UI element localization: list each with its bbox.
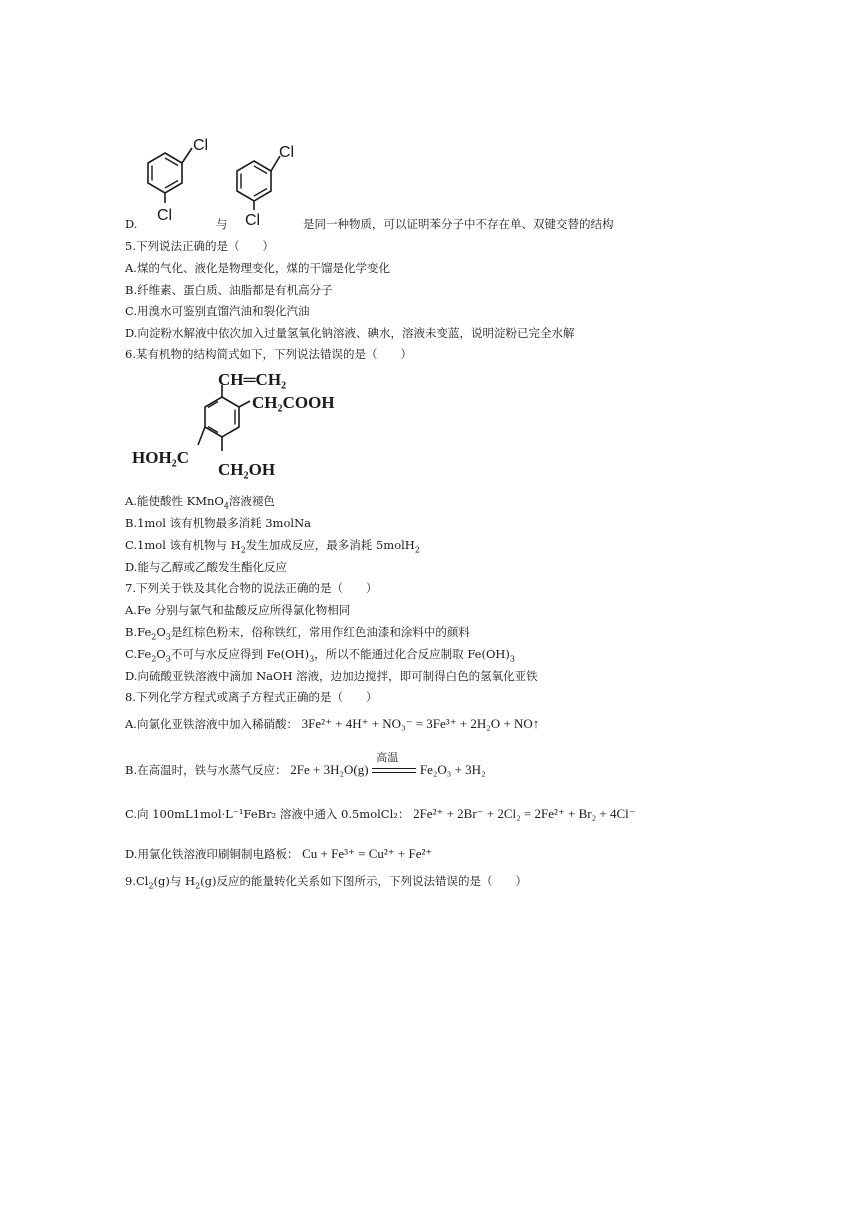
chlorine-label-top: Cl (279, 144, 295, 161)
q8-option-b-label: B.在高温时，铁与水蒸气反应： (125, 763, 287, 777)
q8-option-b-equation-left: 2Fe + 3H₂O(g) (290, 762, 369, 777)
q7-stem: 7.下列关于铁及其化合物的说法正确的是（ ） (125, 581, 378, 595)
dichlorobenzene-structure-1 (135, 132, 215, 224)
reaction-condition-label: 高温 (376, 751, 399, 764)
q8-option-b (125, 751, 486, 778)
q5-option-d: D.向淀粉水解液中依次加入过量氢氧化钠溶液、碘水，溶液未变蓝，说明淀粉已完全水解 (125, 326, 575, 340)
q6-option-d: D.能与乙醇或乙酸发生酯化反应 (125, 560, 287, 574)
q6-option-c: C.1mol 该有机物与 $H_2$发生加成反应，最多消耗 5molH$_2$ (125, 538, 420, 555)
q6-option-a: A.能使酸性 KMnO$_4$溶液褪色 (125, 494, 275, 511)
high-temperature-equals-sign (372, 751, 416, 777)
q8-option-d-equation: Cu + Fe³⁺ = Cu²⁺ + Fe²⁺ (302, 846, 433, 861)
q8-option-c (125, 806, 636, 822)
q8-option-c-label: C.向 100mL1mol·L⁻¹FeBr₂ 溶液中通入 0.5molCl₂： (125, 807, 410, 821)
q8-option-a (125, 716, 539, 732)
q4-option-d-text: 是同一种物质，可以证明苯分子中不存在单、双键交替的结构 (303, 217, 614, 231)
q6-stem: 6.某有机物的结构简式如下，下列说法错误的是（ ） (125, 347, 412, 361)
q4-option-d-connector: 与 (216, 217, 228, 231)
q8-option-a-equation: 3Fe²⁺ + 4H⁺ + NO₃⁻ = 3Fe³⁺ + 2H₂O + NO↑ (301, 716, 540, 731)
q8-option-c-equation: 2Fe²⁺ + 2Br⁻ + 2Cl₂ = 2Fe²⁺ + Br₂ + 4Cl⁻ (413, 806, 636, 821)
q5-stem: 5.下列说法正确的是（ ） (125, 239, 274, 253)
chlorine-label-top: Cl (193, 137, 209, 154)
q8-option-d-label: D.用氯化铁溶液印刷铜制电路板： (125, 847, 299, 861)
q7-option-d: D.向硫酸亚铁溶液中滴加 NaOH 溶液，边加边搅拌，即可制得白色的氢氧化亚铁 (125, 669, 538, 683)
carboxymethyl-group-label: CH₂COOH (252, 393, 335, 412)
chlorine-label-bottom: Cl (157, 207, 173, 224)
q7-option-b: $B.Fe_2O_3$是红棕色粉末，俗称铁红，常用作红色油漆和涂料中的颜料 (125, 625, 470, 642)
hydroxymethyl-left-label: HOH₂C (132, 448, 190, 467)
chlorine-label-bottom: Cl (245, 212, 261, 229)
q8-option-d (125, 846, 432, 862)
q5-option-a: A.煤的气化、液化是物理变化，煤的干馏是化学变化 (125, 261, 390, 275)
q7-option-a: A.Fe 分别与氯气和盐酸反应所得氯化物相同 (125, 603, 351, 617)
q8-option-b-equation-right: Fe₂O₃ + 3H₂ (419, 762, 486, 777)
q7-option-c: $C.Fe_2O_3$不可与水反应得到 $Fe(OH)_3$，所以不能通过化合反应制取 $Fe(OH)_3$ (125, 647, 516, 664)
q5-option-b: B.纤维素、蛋白质、油脂都是有机高分子 (125, 283, 333, 297)
q4-option-d-label: D. (125, 217, 138, 231)
q8-stem: 8.下列化学方程式或离子方程式正确的是（ ） (125, 690, 378, 704)
q9-stem: $9.Cl_2(g)$与 $H_2(g)$反应的能量转化关系如下图所示，下列说法错误的是（ ） (125, 874, 528, 891)
q6-option-b: B.1mol 该有机物最多消耗 3molNa (125, 516, 311, 530)
hydroxymethyl-bottom-label: CH₂OH (218, 460, 276, 479)
q5-option-c: C.用溴水可鉴别直馏汽油和裂化汽油 (125, 304, 310, 318)
q8-option-a-label: A.向氯化亚铁溶液中加入稀硝酸： (125, 717, 298, 731)
organic-structure-diagram (128, 365, 368, 485)
dichlorobenzene-structure-2 (228, 138, 308, 230)
vinyl-group-label: CH═CH₂ (218, 370, 287, 389)
